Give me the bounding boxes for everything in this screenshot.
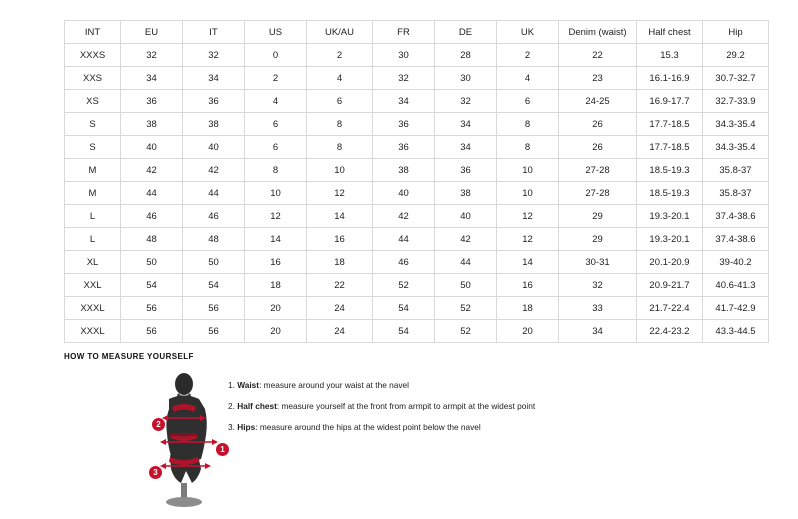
cell-uk: 2 bbox=[497, 44, 559, 67]
cell-denim-waist: 34 bbox=[559, 320, 637, 343]
step-1-number: 1. bbox=[228, 380, 235, 390]
cell-us: 18 bbox=[245, 274, 307, 297]
cell-it: 46 bbox=[183, 205, 245, 228]
cell-denim-waist: 30-31 bbox=[559, 251, 637, 274]
cell-eu: 32 bbox=[121, 44, 183, 67]
cell-uk: 12 bbox=[497, 228, 559, 251]
cell-int: XXXL bbox=[65, 297, 121, 320]
cell-fr: 42 bbox=[373, 205, 435, 228]
cell-ukau: 16 bbox=[307, 228, 373, 251]
cell-int: L bbox=[65, 205, 121, 228]
cell-half-chest: 16.1-16.9 bbox=[637, 67, 703, 90]
cell-de: 44 bbox=[435, 251, 497, 274]
cell-us: 16 bbox=[245, 251, 307, 274]
cell-uk: 8 bbox=[497, 113, 559, 136]
table-row bbox=[65, 113, 769, 136]
cell-int: M bbox=[65, 182, 121, 205]
cell-ukau: 4 bbox=[307, 67, 373, 90]
step-3-number: 3. bbox=[228, 421, 235, 432]
cell-uk: 20 bbox=[497, 320, 559, 343]
cell-hip: 41.7-42.9 bbox=[703, 297, 769, 320]
cell-fr: 46 bbox=[373, 251, 435, 274]
table-row bbox=[65, 205, 769, 228]
cell-uk: 8 bbox=[497, 136, 559, 159]
cell-half-chest: 18.5-19.3 bbox=[637, 182, 703, 205]
cell-de: 32 bbox=[435, 90, 497, 113]
cell-half-chest: 18.5-19.3 bbox=[637, 159, 703, 182]
cell-eu: 44 bbox=[121, 182, 183, 205]
table-row bbox=[65, 182, 769, 205]
cell-eu: 56 bbox=[121, 320, 183, 343]
cell-hip: 34.3-35.4 bbox=[703, 113, 769, 136]
cell-denim-waist: 23 bbox=[559, 67, 637, 90]
cell-ukau: 2 bbox=[307, 44, 373, 67]
cell-ukau: 12 bbox=[307, 182, 373, 205]
cell-de: 52 bbox=[435, 297, 497, 320]
column-header-us: US bbox=[245, 21, 307, 44]
cell-uk: 10 bbox=[497, 182, 559, 205]
cell-eu: 38 bbox=[121, 113, 183, 136]
column-header-half-chest: Half chest bbox=[637, 21, 703, 44]
cell-it: 32 bbox=[183, 44, 245, 67]
cell-uk: 14 bbox=[497, 251, 559, 274]
figure-bullet-3: 3 bbox=[149, 466, 162, 479]
cell-us: 8 bbox=[245, 159, 307, 182]
cell-it: 40 bbox=[183, 136, 245, 159]
cell-de: 52 bbox=[435, 320, 497, 343]
cell-fr: 36 bbox=[373, 113, 435, 136]
cell-hip: 29.2 bbox=[703, 44, 769, 67]
measurement-step-1 bbox=[228, 381, 535, 391]
cell-it: 44 bbox=[183, 182, 245, 205]
cell-ukau: 22 bbox=[307, 274, 373, 297]
cell-denim-waist: 26 bbox=[559, 136, 637, 159]
cell-us: 4 bbox=[245, 90, 307, 113]
cell-uk: 16 bbox=[497, 274, 559, 297]
cell-ukau: 14 bbox=[307, 205, 373, 228]
cell-it: 54 bbox=[183, 274, 245, 297]
cell-eu: 36 bbox=[121, 90, 183, 113]
cell-uk: 18 bbox=[497, 297, 559, 320]
column-header-fr: FR bbox=[373, 21, 435, 44]
cell-denim-waist: 29 bbox=[559, 228, 637, 251]
cell-us: 14 bbox=[245, 228, 307, 251]
cell-eu: 34 bbox=[121, 67, 183, 90]
cell-us: 0 bbox=[245, 44, 307, 67]
cell-us: 12 bbox=[245, 205, 307, 228]
cell-it: 42 bbox=[183, 159, 245, 182]
cell-uk: 10 bbox=[497, 159, 559, 182]
cell-hip: 37.4-38.6 bbox=[703, 228, 769, 251]
how-to-measure-body bbox=[64, 371, 744, 511]
cell-fr: 40 bbox=[373, 182, 435, 205]
cell-int: XXS bbox=[65, 67, 121, 90]
cell-denim-waist: 24-25 bbox=[559, 90, 637, 113]
how-to-measure-title: HOW TO MEASURE YOURSELF bbox=[64, 352, 194, 361]
cell-eu: 54 bbox=[121, 274, 183, 297]
cell-eu: 50 bbox=[121, 251, 183, 274]
cell-ukau: 24 bbox=[307, 297, 373, 320]
cell-half-chest: 20.9-21.7 bbox=[637, 274, 703, 297]
cell-eu: 56 bbox=[121, 297, 183, 320]
cell-half-chest: 15.3 bbox=[637, 44, 703, 67]
cell-fr: 30 bbox=[373, 44, 435, 67]
table-row bbox=[65, 320, 769, 343]
measurement-steps bbox=[228, 371, 535, 444]
cell-hip: 35.8-37 bbox=[703, 159, 769, 182]
cell-int: S bbox=[65, 113, 121, 136]
cell-it: 36 bbox=[183, 90, 245, 113]
cell-denim-waist: 33 bbox=[559, 297, 637, 320]
cell-it: 48 bbox=[183, 228, 245, 251]
cell-half-chest: 16.9-17.7 bbox=[637, 90, 703, 113]
cell-denim-waist: 27-28 bbox=[559, 159, 637, 182]
cell-uk: 4 bbox=[497, 67, 559, 90]
cell-int: XL bbox=[65, 251, 121, 274]
cell-fr: 36 bbox=[373, 136, 435, 159]
cell-denim-waist: 22 bbox=[559, 44, 637, 67]
column-header-int: INT bbox=[65, 21, 121, 44]
measurement-figure bbox=[64, 371, 224, 511]
cell-denim-waist: 32 bbox=[559, 274, 637, 297]
cell-denim-waist: 29 bbox=[559, 205, 637, 228]
cell-de: 38 bbox=[435, 182, 497, 205]
cell-fr: 52 bbox=[373, 274, 435, 297]
size-table-container bbox=[64, 20, 756, 343]
measurement-step-3 bbox=[228, 423, 535, 433]
cell-half-chest: 21.7-22.4 bbox=[637, 297, 703, 320]
cell-eu: 40 bbox=[121, 136, 183, 159]
cell-de: 30 bbox=[435, 67, 497, 90]
column-header-it: IT bbox=[183, 21, 245, 44]
table-row bbox=[65, 67, 769, 90]
cell-us: 20 bbox=[245, 297, 307, 320]
cell-half-chest: 20.1-20.9 bbox=[637, 251, 703, 274]
cell-fr: 54 bbox=[373, 297, 435, 320]
cell-fr: 54 bbox=[373, 320, 435, 343]
cell-half-chest: 22.4-23.2 bbox=[637, 320, 703, 343]
step-1-text: : measure around your waist at the navel bbox=[259, 380, 409, 390]
cell-de: 36 bbox=[435, 159, 497, 182]
cell-hip: 43.3-44.5 bbox=[703, 320, 769, 343]
step-3-text: : measure around the hips at the widest point below the navel bbox=[255, 421, 481, 432]
column-header-hip: Hip bbox=[703, 21, 769, 44]
cell-us: 6 bbox=[245, 113, 307, 136]
cell-us: 6 bbox=[245, 136, 307, 159]
step-2-term: Half chest bbox=[237, 400, 277, 411]
table-row bbox=[65, 297, 769, 320]
cell-hip: 30.7-32.7 bbox=[703, 67, 769, 90]
cell-de: 28 bbox=[435, 44, 497, 67]
cell-de: 34 bbox=[435, 113, 497, 136]
cell-eu: 46 bbox=[121, 205, 183, 228]
cell-fr: 44 bbox=[373, 228, 435, 251]
table-row bbox=[65, 251, 769, 274]
how-to-measure-section bbox=[64, 352, 744, 511]
cell-int: XS bbox=[65, 90, 121, 113]
cell-ukau: 10 bbox=[307, 159, 373, 182]
cell-half-chest: 17.7-18.5 bbox=[637, 113, 703, 136]
step-1-term: Waist bbox=[237, 380, 260, 390]
cell-it: 56 bbox=[183, 297, 245, 320]
cell-de: 42 bbox=[435, 228, 497, 251]
measurement-step-2 bbox=[228, 402, 535, 412]
cell-hip: 37.4-38.6 bbox=[703, 205, 769, 228]
cell-it: 38 bbox=[183, 113, 245, 136]
cell-half-chest: 17.7-18.5 bbox=[637, 136, 703, 159]
column-header-ukau: UK/AU bbox=[307, 21, 373, 44]
cell-it: 56 bbox=[183, 320, 245, 343]
table-row bbox=[65, 274, 769, 297]
cell-hip: 35.8-37 bbox=[703, 182, 769, 205]
cell-de: 50 bbox=[435, 274, 497, 297]
table-header-row bbox=[65, 21, 769, 44]
cell-ukau: 8 bbox=[307, 136, 373, 159]
cell-hip: 34.3-35.4 bbox=[703, 136, 769, 159]
column-header-uk: UK bbox=[497, 21, 559, 44]
cell-eu: 48 bbox=[121, 228, 183, 251]
cell-us: 20 bbox=[245, 320, 307, 343]
column-header-eu: EU bbox=[121, 21, 183, 44]
cell-it: 34 bbox=[183, 67, 245, 90]
step-3-term: Hips bbox=[237, 421, 256, 432]
cell-int: L bbox=[65, 228, 121, 251]
cell-us: 2 bbox=[245, 67, 307, 90]
cell-us: 10 bbox=[245, 182, 307, 205]
cell-int: XXXL bbox=[65, 320, 121, 343]
cell-hip: 32.7-33.9 bbox=[703, 90, 769, 113]
table-body bbox=[65, 44, 769, 343]
cell-half-chest: 19.3-20.1 bbox=[637, 205, 703, 228]
mannequin-illustration bbox=[64, 371, 224, 511]
table-header bbox=[65, 21, 769, 44]
cell-denim-waist: 26 bbox=[559, 113, 637, 136]
cell-hip: 39-40.2 bbox=[703, 251, 769, 274]
cell-int: XXL bbox=[65, 274, 121, 297]
table-row bbox=[65, 159, 769, 182]
cell-eu: 42 bbox=[121, 159, 183, 182]
column-header-denim-waist: Denim (waist) bbox=[559, 21, 637, 44]
figure-bullet-1: 1 bbox=[216, 443, 229, 456]
table-row bbox=[65, 44, 769, 67]
cell-hip: 40.6-41.3 bbox=[703, 274, 769, 297]
cell-ukau: 8 bbox=[307, 113, 373, 136]
cell-fr: 32 bbox=[373, 67, 435, 90]
cell-it: 50 bbox=[183, 251, 245, 274]
cell-de: 40 bbox=[435, 205, 497, 228]
table-row bbox=[65, 228, 769, 251]
cell-fr: 34 bbox=[373, 90, 435, 113]
cell-half-chest: 19.3-20.1 bbox=[637, 228, 703, 251]
cell-ukau: 18 bbox=[307, 251, 373, 274]
cell-uk: 12 bbox=[497, 205, 559, 228]
cell-uk: 6 bbox=[497, 90, 559, 113]
step-2-text: : measure yourself at the front from armpit to armpit at the widest point bbox=[276, 400, 536, 411]
figure-bullet-2: 2 bbox=[152, 418, 165, 431]
cell-ukau: 24 bbox=[307, 320, 373, 343]
cell-int: S bbox=[65, 136, 121, 159]
size-conversion-table bbox=[64, 20, 769, 343]
cell-de: 34 bbox=[435, 136, 497, 159]
cell-denim-waist: 27-28 bbox=[559, 182, 637, 205]
cell-ukau: 6 bbox=[307, 90, 373, 113]
table-row bbox=[65, 90, 769, 113]
table-row bbox=[65, 136, 769, 159]
cell-fr: 38 bbox=[373, 159, 435, 182]
step-2-number: 2. bbox=[228, 400, 235, 411]
column-header-de: DE bbox=[435, 21, 497, 44]
cell-int: M bbox=[65, 159, 121, 182]
cell-int: XXXS bbox=[65, 44, 121, 67]
